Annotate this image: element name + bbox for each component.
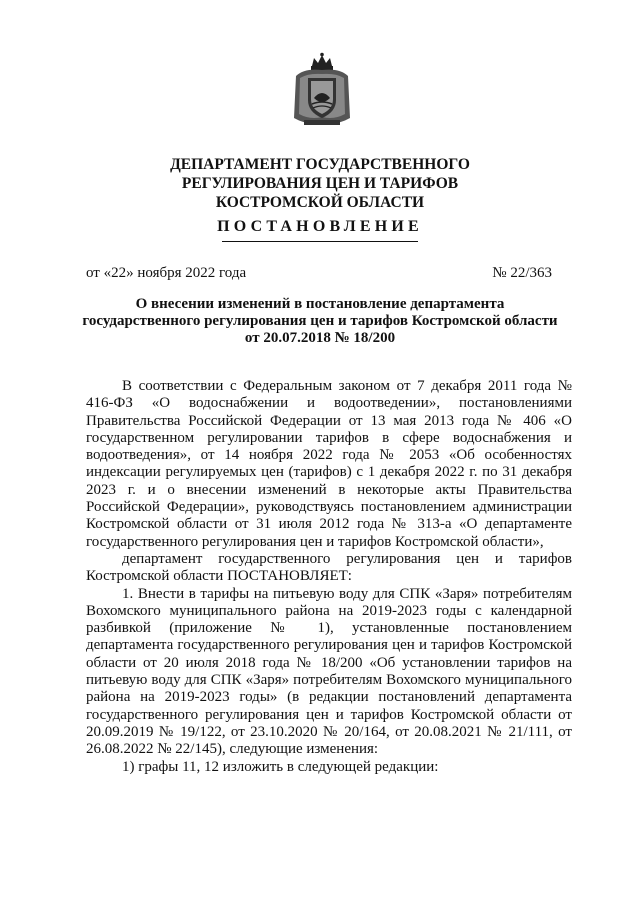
body-paragraph-item-1: 1. Внести в тарифы на питьевую воду для СПК «Заря» потребителям Вохомского муниципального района на 2019-2023 годы с календарной разбивкой (приложение № 1), установленные постановлением департамента государственного регулирования цен и тарифов Костромской области от 20 июля 2018 года № 18/200 «Об установлении тарифов на питьевую воду для СПК «Заря» потребителям Вохомского муниципального района на 2019-2023 годы» (в редакции постановлений департамента государственного регулирования цен и тарифов Костромской области от 20.09.2019 № 19/122, от 23.10.2020 № 20/164, от 20.08.2021 № 21/111, от 26.08.2022 № 22/145), следующие изменения: xyxy=(86,585,572,758)
document-number: № 22/363 xyxy=(492,265,552,281)
document-type: ПОСТАНОВЛЕНИЕ xyxy=(217,218,423,235)
body-paragraph-resolves: департамент государственного регулирования цен и тарифов Костромской области ПОСТАНОВЛЯЕТ: xyxy=(86,550,572,585)
department-line: ДЕПАРТАМЕНТ ГОСУДАРСТВЕННОГО xyxy=(170,156,470,173)
body-paragraph-preamble: В соответствии с Федеральным законом от 7 декабря 2011 года № 416-ФЗ «О водоснабжении и водоотведении», постановлениями Правительства Российской Федерации от 13 мая 2013 года № 406 «О государственном регулировании тарифов в сфере водоснабжения и водоотведения», от 14 ноября 2022 года № 2053 «Об особенностях индексации регулируемых цен (тарифов) с 1 декабря 2022 г. по 31 декабря 2023 г. и о внесении изменений в некоторые акты Правительства Российской Федерации», руководствуясь постановлением администрации Костромской области от 31 июля 2012 года № 313-а «О департаменте государственного регулирования цен и тарифов Костромской области», xyxy=(86,378,572,550)
heading-line: О внесении изменений в постановление департамента xyxy=(135,296,505,312)
heading-line: от 20.07.2018 № 18/200 xyxy=(244,330,396,346)
heading-line: государственного регулирования цен и тарифов Костромской области xyxy=(82,313,558,329)
document-date: от «22» ноября 2022 года xyxy=(86,265,247,281)
department-line: КОСТРОМСКОЙ ОБЛАСТИ xyxy=(215,194,425,211)
document-heading xyxy=(60,296,580,347)
department-name xyxy=(0,155,640,212)
title-underline xyxy=(222,241,418,242)
body-paragraph-subitem-1: 1) графы 11, 12 изложить в следующей редакции: xyxy=(122,758,439,775)
department-line: РЕГУЛИРОВАНИЯ ЦЕН И ТАРИФОВ xyxy=(181,175,459,192)
coat-of-arms-icon xyxy=(290,52,354,128)
document-body xyxy=(86,378,572,776)
